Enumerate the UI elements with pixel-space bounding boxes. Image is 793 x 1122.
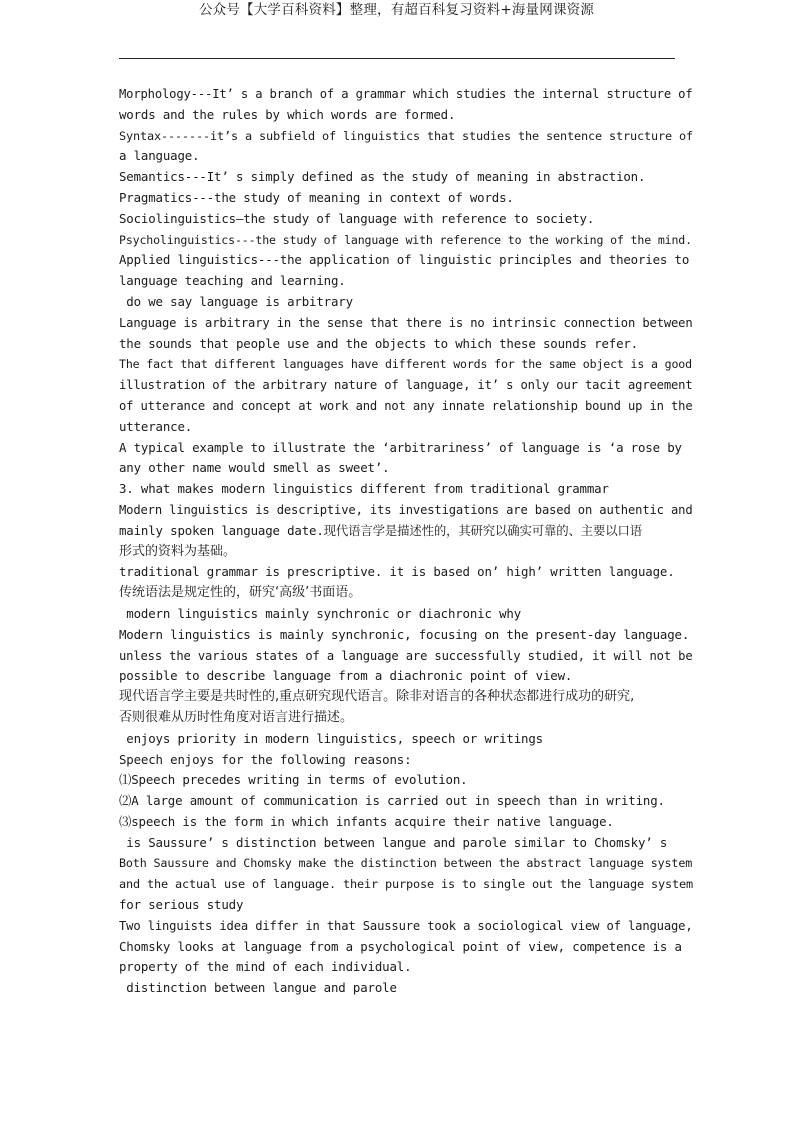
text-line: Speech enjoys for the following reasons: [119, 751, 412, 767]
text-line: ⑴Speech precedes writing in terms of evolution. [119, 772, 468, 788]
text-line: 现代语言学主要是共时性的,重点研究现代语言。除非对语言的各种状态都进行成功的研究, [119, 689, 635, 705]
text-line: Both Saussure and Chomsky make the distinction between the abstract language system [119, 856, 693, 871]
text-line: 否则很难从历时性角度对语言进行描述。 [119, 709, 354, 725]
text-line: modern linguistics mainly synchronic or diachronic why [119, 605, 522, 621]
text-line: is Saussure’ s distinction between langue and parole similar to Chomsky’ s [119, 834, 668, 850]
text-line: Language is arbitrary in the sense that there is no intrinsic connection between [119, 315, 693, 330]
text-line: Sociolinguistics—the study of language with reference to society. [119, 210, 595, 226]
text-line: Psycholinguistics---the study of language with reference to the working of the mind. [119, 232, 692, 247]
text-line: for serious study [119, 897, 244, 913]
text-line: a language. [119, 148, 200, 164]
text-line: Morphology---It’ s a branch of a grammar which studies the internal structure of [119, 87, 693, 101]
text-line: distinction between langue and parole [119, 980, 397, 996]
text-line: Modern linguistics is mainly synchronic, focusing on the present-day language. [119, 626, 690, 642]
text-line: of utterance and concept at work and not any innate relationship bound up in the [119, 398, 693, 413]
text-line: words and the rules by which words are formed. [119, 106, 456, 122]
text-line: A typical example to illustrate the ‘arbitrariness’ of language is ‘a rose by [119, 439, 682, 455]
text-line: property of the mind of each individual. [119, 959, 412, 975]
text-line: Modern linguistics is descriptive, its investigations are based on authentic and [119, 502, 693, 517]
text-line: 3. what makes modern linguistics different from traditional grammar [119, 481, 609, 497]
text-line: the sounds that people use and the objects to which these sounds refer. [119, 335, 638, 351]
text-line: Semantics---It’ s simply defined as the study of meaning in abstraction. [119, 169, 646, 185]
header-divider [119, 58, 675, 59]
text-line: Pragmatics---the study of meaning in context of words. [119, 189, 514, 205]
text-line: Chomsky looks at language from a psychological point of view, competence is a [119, 938, 682, 954]
text-line: possible to describe language from a diachronic point of view. [119, 668, 573, 684]
text-line: enjoys priority in modern linguistics, speech or writings [119, 730, 543, 746]
text-line: any other name would smell as sweet’. [119, 460, 390, 476]
text-line: utterance. [119, 418, 193, 434]
text-line: Applied linguistics---the application of linguistic principles and theories to [119, 252, 690, 268]
document-body [119, 84, 699, 999]
text-line: mainly spoken language date.现代语言学是描述性的，其研究以确实可靠的、主要以口语 [119, 522, 642, 538]
text-line: ⑵A large amount of communication is carried out in speech than in writing. [119, 793, 665, 809]
text-line: 传统语法是规定性的，研究‘高级’书面语。 [119, 585, 362, 601]
text-line: language teaching and learning. [119, 273, 346, 289]
text-line: Syntax-------it’s a subfield of linguistics that studies the sentence structure of [119, 128, 693, 143]
text-line: do we say language is arbitrary [119, 293, 353, 309]
text-line: and the actual use of language. their purpose is to single out the language system [119, 877, 693, 892]
text-line: traditional grammar is prescriptive. it is based on’ high’ written language. [119, 564, 675, 580]
text-line: 形式的资料为基础。 [119, 543, 237, 559]
text-line: illustration of the arbitrary nature of language, it’ s only our tacit agreement [119, 378, 693, 393]
page-header: 公众号【大学百科资料】整理，有超百科复习资料+海量网课资源 [198, 2, 595, 18]
text-line: Two linguists idea differ in that Saussure took a sociological view of language, [119, 918, 693, 933]
text-line: The fact that different languages have different words for the same object is a good [119, 357, 692, 372]
text-line: unless the various states of a language are successfully studied, it will not be [119, 648, 693, 663]
text-line: ⑶speech is the form in which infants acquire their native language. [119, 813, 614, 829]
